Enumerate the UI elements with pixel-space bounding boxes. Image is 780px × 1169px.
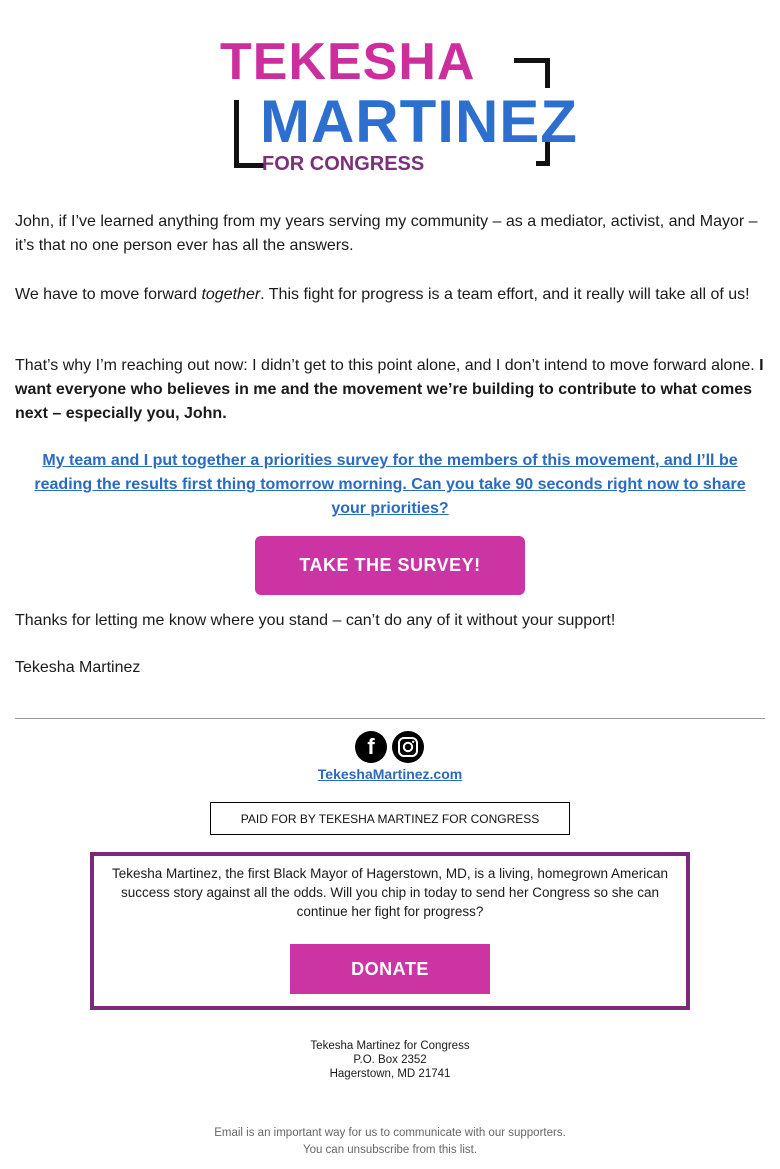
footer-note	[0, 1125, 780, 1159]
p2-text-start: We have to move forward	[15, 286, 202, 303]
donate-button[interactable]: DONATE	[290, 944, 490, 994]
p2-text-end: . This fight for progress is a team effort, and it really will take all of us!	[260, 286, 750, 303]
paid-for-disclaimer: PAID FOR BY TEKESHA MARTINEZ FOR CONGRESS	[210, 802, 570, 835]
donate-box	[90, 852, 690, 1010]
facebook-icon[interactable]: f	[355, 731, 387, 763]
footer-note-line-2: You can unsubscribe from this list.	[302, 1144, 478, 1156]
p3-bold-text: I want everyone who believes in me and the movement we’re building to contribute to what comes next – especially you, John.	[15, 357, 764, 422]
body-paragraph-1: John, if I’ve learned anything from my years serving my community – as a mediator, activist, and Mayor – it’s that no one person ever has all the answers.	[15, 213, 758, 254]
footer-note-line-1: Email is an important way for us to communicate with our supporters.	[214, 1127, 566, 1139]
p3-text: That’s why I’m reaching out now: I didn’t get to this point alone, and I don’t intend to move forward alone.	[15, 357, 760, 374]
footer-divider	[15, 718, 765, 719]
donate-pitch-text: Tekesha Martinez, the first Black Mayor of Hagerstown, MD, is a living, homegrown American success story against all the odds. Will you chip in today to send her Congress so she can continue her fight for progress?	[112, 866, 668, 919]
address-line-3: Hagerstown, MD 21741	[329, 1068, 451, 1080]
website-link[interactable]: TekeshaMartinez.com	[317, 766, 463, 782]
survey-link[interactable]: My team and I put together a priorities survey for the members of this movement, and I’ll be reading the results first thing tomorrow morning. Can you take 90 seconds right now to share your priorities?	[34, 452, 746, 517]
instagram-icon[interactable]	[392, 731, 424, 763]
signature: Tekesha Martinez	[15, 659, 141, 676]
body-paragraph-3	[15, 354, 765, 426]
campaign-logo	[220, 33, 580, 176]
address-line-1: Tekesha Martinez for Congress	[310, 1040, 470, 1052]
p2-emphasis: together	[201, 286, 261, 303]
address-line-2: P.O. Box 2352	[353, 1054, 427, 1066]
logo-last-name: MARTINEZ	[260, 88, 578, 155]
body-paragraph-4: Thanks for letting me know where you stand – can’t do any of it without your support!	[15, 612, 616, 629]
logo-first-name: TEKESHA	[220, 33, 476, 91]
take-survey-button[interactable]: TAKE THE SURVEY!	[255, 536, 525, 595]
body-paragraph-2	[15, 283, 765, 307]
mailing-address	[0, 1039, 780, 1081]
logo-tagline: FOR CONGRESS	[262, 153, 425, 175]
